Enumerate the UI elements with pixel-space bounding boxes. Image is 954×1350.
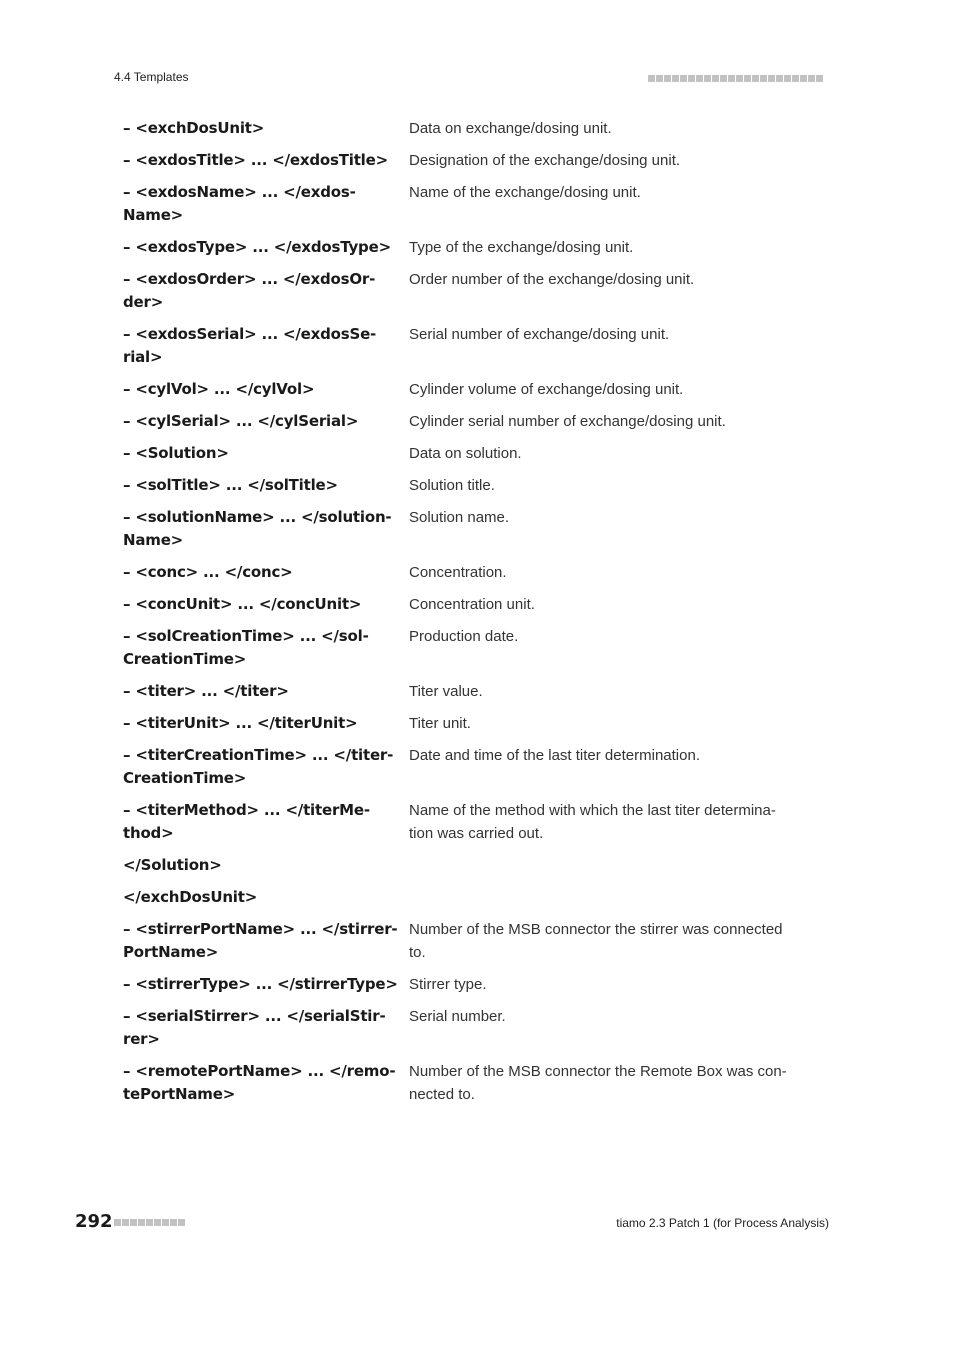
definition-term: – <cylSerial> ... </cylSerial> (123, 412, 359, 430)
definition-row (123, 236, 829, 259)
definition-row (123, 149, 829, 172)
dot-square (696, 75, 703, 82)
dot-square (162, 1219, 169, 1226)
dot-square (170, 1219, 177, 1226)
dot-square (146, 1219, 153, 1226)
definition-description: Name of the method with which the last titer determina- tion was carried out. (409, 802, 776, 842)
definition-description: Date and time of the last titer determination. (409, 747, 700, 764)
definition-row (123, 474, 829, 497)
dot-square (114, 1219, 121, 1226)
definition-description (409, 886, 829, 909)
definition-row (123, 410, 829, 433)
definition-description: Solution title. (409, 477, 495, 494)
definition-row (123, 561, 829, 584)
definition-term: – <Solution> (123, 444, 229, 462)
definition-description: Type of the exchange/dosing unit. (409, 239, 634, 256)
definition-description: Data on solution. (409, 445, 522, 462)
definition-term: – <titer> ... </titer> (123, 682, 289, 700)
definition-term: – <stirrerType> ... </stirrerType> (123, 975, 398, 993)
definition-row (123, 268, 829, 314)
dot-square (672, 75, 679, 82)
dot-square (728, 75, 735, 82)
dot-square (688, 75, 695, 82)
definition-term: – <concUnit> ... </concUnit> (123, 595, 362, 613)
definition-description: Order number of the exchange/dosing unit. (409, 271, 695, 288)
definition-term: </Solution> (123, 856, 222, 874)
dot-square (784, 75, 791, 82)
definition-term: – <titerCreationTime> ... </titer- CreationTime> (123, 746, 394, 787)
dot-square (744, 75, 751, 82)
definition-term: – <serialStirrer> ... </serialStir- rer> (123, 1007, 386, 1048)
definition-term: – <exdosSerial> ... </exdosSe- rial> (123, 325, 377, 366)
dot-square (736, 75, 743, 82)
dot-square (680, 75, 687, 82)
definition-term: – <titerUnit> ... </titerUnit> (123, 714, 358, 732)
definition-description: Designation of the exchange/dosing unit. (409, 152, 681, 169)
definition-description: Serial number of exchange/dosing unit. (409, 326, 670, 343)
definition-description: Concentration. (409, 564, 507, 581)
definition-row (123, 1060, 829, 1106)
definition-row (123, 744, 829, 790)
dot-square (768, 75, 775, 82)
dot-square (122, 1219, 129, 1226)
dot-square (808, 75, 815, 82)
dot-square (816, 75, 823, 82)
definition-term: – <exdosName> ... </exdos- Name> (123, 183, 356, 224)
dot-square (656, 75, 663, 82)
definition-description (409, 854, 829, 877)
definition-row (123, 973, 829, 996)
definition-row (123, 1005, 829, 1051)
definition-term: – <cylVol> ... </cylVol> (123, 380, 315, 398)
dot-square (138, 1219, 145, 1226)
definition-row (123, 918, 829, 964)
definition-term: </exchDosUnit> (123, 888, 258, 906)
definition-description: Data on exchange/dosing unit. (409, 120, 612, 137)
definition-row (123, 323, 829, 369)
definition-row (123, 181, 829, 227)
dot-square (720, 75, 727, 82)
definition-description: Production date. (409, 628, 519, 645)
definition-term: – <exdosOrder> ... </exdosOr- der> (123, 270, 376, 311)
definition-description: Serial number. (409, 1008, 506, 1025)
definition-description: Titer value. (409, 683, 483, 700)
definition-description: Cylinder volume of exchange/dosing unit. (409, 381, 684, 398)
dot-square (712, 75, 719, 82)
definition-term: – <stirrerPortName> ... </stirrer- PortName> (123, 920, 398, 961)
definition-row (123, 117, 829, 140)
dot-square (154, 1219, 161, 1226)
definition-description: Concentration unit. (409, 596, 535, 613)
definition-description: Titer unit. (409, 715, 471, 732)
dot-square (760, 75, 767, 82)
definition-term: – <conc> ... </conc> (123, 563, 293, 581)
dot-square (800, 75, 807, 82)
definition-row (123, 625, 829, 671)
definition-row (123, 886, 829, 909)
definition-row (123, 799, 829, 845)
definition-term: – <exdosType> ... </exdosType> (123, 238, 391, 256)
definition-row (123, 593, 829, 616)
definition-row (123, 506, 829, 552)
page-number: 292 (75, 1211, 113, 1232)
dot-square (664, 75, 671, 82)
dot-square (776, 75, 783, 82)
footer-product-name: tiamo 2.3 Patch 1 (for Process Analysis) (616, 1216, 829, 1230)
definition-description: Solution name. (409, 509, 510, 526)
definition-list (123, 117, 829, 1115)
definition-term: – <solTitle> ... </solTitle> (123, 476, 338, 494)
definition-term: – <solCreationTime> ... </sol- CreationTime> (123, 627, 369, 668)
dot-square (178, 1219, 185, 1226)
dot-square (704, 75, 711, 82)
dot-square (792, 75, 799, 82)
definition-term: – <titerMethod> ... </titerMe- thod> (123, 801, 370, 842)
definition-description: Cylinder serial number of exchange/dosing unit. (409, 413, 726, 430)
header-decorative-dots (648, 75, 823, 82)
definition-row (123, 854, 829, 877)
definition-row (123, 680, 829, 703)
definition-term: – <exdosTitle> ... </exdosTitle> (123, 151, 388, 169)
definition-term: – <exchDosUnit> (123, 119, 265, 137)
definition-row (123, 442, 829, 465)
definition-row (123, 712, 829, 735)
running-header-section: 4.4 Templates (114, 70, 189, 84)
definition-row (123, 378, 829, 401)
definition-term: – <solutionName> ... </solution- Name> (123, 508, 392, 549)
dot-square (752, 75, 759, 82)
footer-decorative-dots (114, 1219, 185, 1226)
dot-square (648, 75, 655, 82)
definition-description: Stirrer type. (409, 976, 487, 993)
definition-description: Number of the MSB connector the Remote Box was con- nected to. (409, 1063, 787, 1103)
definition-term: – <remotePortName> ... </remo- tePortName> (123, 1062, 396, 1103)
dot-square (130, 1219, 137, 1226)
definition-description: Number of the MSB connector the stirrer was connected to. (409, 921, 783, 961)
definition-description: Name of the exchange/dosing unit. (409, 184, 641, 201)
